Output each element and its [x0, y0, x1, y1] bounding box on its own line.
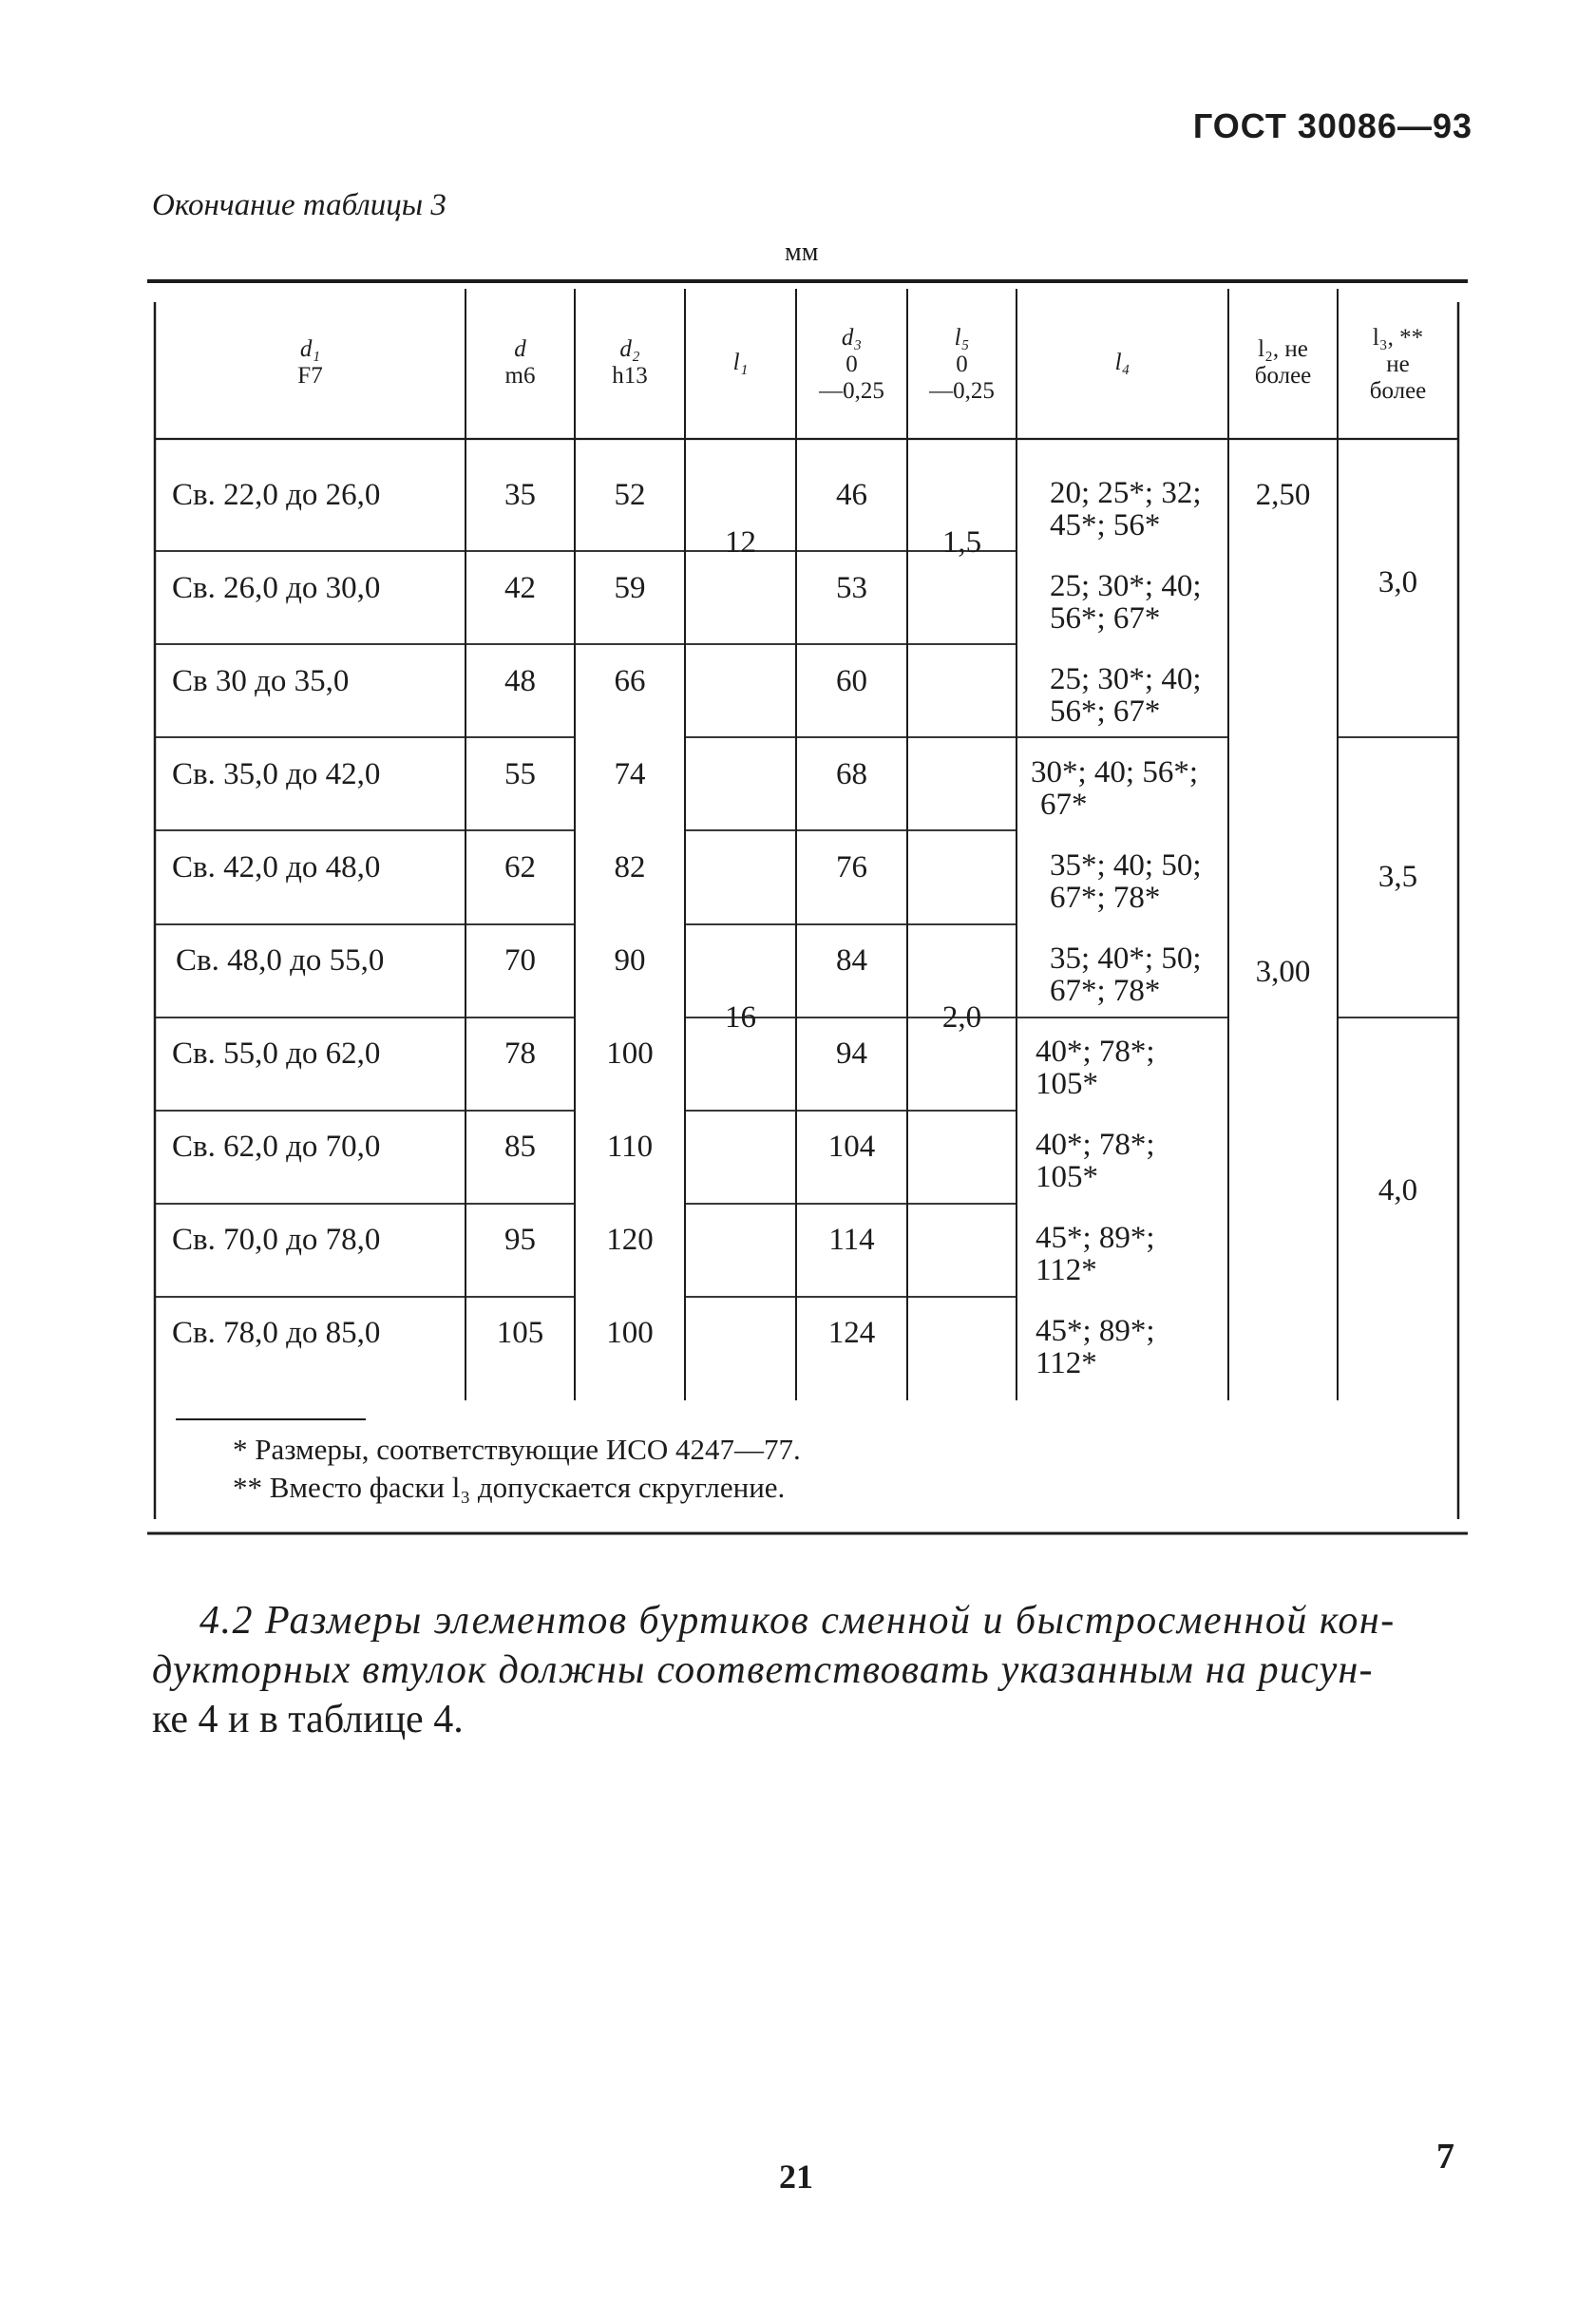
- l1-top-value: 12: [725, 525, 756, 560]
- row-d2: 100: [606, 1036, 654, 1071]
- footnote-two: ** Вместо фаски l₃ допускается скругление.: [233, 1471, 786, 1504]
- d1-tolerance: F7: [297, 363, 323, 389]
- l2-top-value: 2,50: [1255, 478, 1311, 512]
- row-d: 35: [504, 478, 536, 512]
- row-range: Св. 55,0 до 62,0: [172, 1036, 381, 1071]
- col-header-l5: [907, 325, 1016, 405]
- l5-lower: —0,25: [929, 378, 995, 404]
- col-header-l2: [1228, 336, 1338, 390]
- paragraph-line-1: 4.2 Размеры элементов буртиков сменной и быстросменной кон-: [200, 1599, 1396, 1643]
- row-l4-line1: 20; 25*; 32;: [1050, 476, 1202, 510]
- d3-symbol: d₃: [841, 325, 863, 351]
- row-d3: 76: [836, 850, 867, 884]
- standard-title: ГОСТ 30086—93: [1192, 106, 1472, 145]
- row-d: 85: [504, 1130, 536, 1164]
- col-header-d3: [796, 325, 907, 405]
- sheet-number: 7: [1436, 2137, 1454, 2177]
- row-d2: 66: [614, 664, 646, 698]
- row-d3: 124: [827, 1316, 876, 1350]
- l3-line1: l₃, **: [1372, 325, 1424, 351]
- row-d3: 114: [828, 1223, 875, 1257]
- l4-symbol: l₄: [1114, 350, 1130, 375]
- row-d3: 46: [836, 478, 867, 512]
- row-l4-line1: 45*; 89*;: [1036, 1221, 1155, 1255]
- d2-symbol: d₂: [619, 336, 640, 362]
- row-d2: 90: [614, 943, 646, 978]
- row-d2: 74: [614, 757, 646, 791]
- row-l4-line2: 67*; 78*: [1050, 974, 1161, 1008]
- row-range: Св. 26,0 до 30,0: [172, 571, 381, 605]
- col-header-l1: [685, 350, 796, 376]
- l1-bottom-value: 16: [725, 1000, 756, 1035]
- row-d2: 82: [614, 850, 646, 884]
- row-l4-line1: 35*; 40; 50;: [1050, 848, 1202, 883]
- row-d: 55: [504, 757, 536, 791]
- row-l4-line2: 112*: [1036, 1346, 1097, 1380]
- row-l4-line1: 40*; 78*;: [1036, 1128, 1155, 1162]
- col-header-d1: [155, 336, 466, 390]
- row-d: 78: [504, 1036, 536, 1071]
- row-l4-line2: 105*: [1036, 1160, 1098, 1194]
- d-tolerance: m6: [504, 363, 536, 389]
- d-symbol: d: [514, 336, 526, 362]
- row-l4-line1: 30*; 40; 56*;: [1031, 755, 1199, 789]
- col-header-d2: [575, 336, 685, 390]
- d1-symbol: d₁: [299, 336, 321, 362]
- row-l4-line1: 40*; 78*;: [1036, 1035, 1155, 1069]
- footnote-one: * Размеры, соответствующие ИСО 4247—77.: [233, 1433, 801, 1466]
- dimensions-table: [147, 279, 1468, 1535]
- l2-line1: l₂, не: [1258, 336, 1308, 362]
- row-d2: 120: [606, 1223, 654, 1257]
- row-d2: 110: [606, 1130, 654, 1164]
- row-d3: 60: [836, 664, 867, 698]
- row-l4-line1: 25; 30*; 40;: [1050, 662, 1202, 696]
- row-d3: 84: [836, 943, 867, 978]
- page-number: 21: [779, 2158, 813, 2196]
- row-d: 95: [504, 1223, 536, 1257]
- row-l4-line2: 67*; 78*: [1050, 881, 1161, 915]
- row-range: Св. 35,0 до 42,0: [172, 757, 381, 791]
- row-range: Св 30 до 35,0: [172, 664, 350, 698]
- row-d: 62: [504, 850, 536, 884]
- l3-value-a: 3,0: [1378, 565, 1418, 599]
- paragraph-line-2: дукторных втулок должны соответствовать указанным на рисун-: [152, 1648, 1374, 1692]
- row-range: Св. 70,0 до 78,0: [172, 1223, 381, 1257]
- l5-upper: 0: [956, 352, 968, 377]
- row-l4-line1: 25; 30*; 40;: [1050, 569, 1202, 603]
- col-header-d: [466, 336, 575, 390]
- row-d: 70: [504, 943, 536, 978]
- col-header-l3: [1338, 325, 1458, 405]
- col-header-l4: [1016, 350, 1228, 376]
- row-l4-line1: 35; 40*; 50;: [1050, 941, 1202, 976]
- row-l4-line2: 56*; 67*: [1050, 601, 1161, 636]
- table-caption: Окончание таблицы 3: [152, 188, 446, 222]
- l5-symbol: l₅: [954, 325, 970, 351]
- row-d2: 52: [614, 478, 646, 512]
- l3-line3: более: [1369, 378, 1427, 404]
- row-d2: 59: [614, 571, 646, 605]
- l1-symbol: l₁: [732, 350, 749, 375]
- row-range: Св. 78,0 до 85,0: [172, 1316, 381, 1350]
- l3-value-b: 3,5: [1378, 860, 1418, 894]
- row-d: 105: [496, 1316, 544, 1350]
- row-d3: 53: [836, 571, 867, 605]
- d3-upper: 0: [846, 352, 858, 377]
- l2-bottom-value: 3,00: [1255, 955, 1311, 989]
- row-l4-line2: 105*: [1036, 1067, 1098, 1101]
- row-l4-line1: 45*; 89*;: [1036, 1314, 1155, 1348]
- row-range: Св. 62,0 до 70,0: [172, 1130, 381, 1164]
- paragraph-line-3: ке 4 и в таблице 4.: [152, 1698, 464, 1741]
- l5-top-value: 1,5: [941, 525, 982, 560]
- d3-lower: —0,25: [819, 378, 884, 404]
- row-l4-line2: 112*: [1036, 1253, 1097, 1287]
- row-l4-line2: 45*; 56*: [1050, 508, 1161, 542]
- row-d: 42: [504, 571, 536, 605]
- row-l4-line2: 67*: [1040, 788, 1088, 822]
- paragraph-4-2: [152, 1596, 1463, 1744]
- row-range: Св. 48,0 до 55,0: [176, 943, 385, 978]
- l3-line2: не: [1386, 352, 1410, 377]
- l2-line2: более: [1254, 363, 1312, 389]
- row-d3: 94: [836, 1036, 867, 1071]
- row-d: 48: [504, 664, 536, 698]
- d2-tolerance: h13: [612, 363, 648, 389]
- row-d3: 104: [827, 1130, 876, 1164]
- l3-value-c: 4,0: [1378, 1173, 1418, 1208]
- row-range: Св. 22,0 до 26,0: [172, 478, 381, 512]
- row-d2: 100: [606, 1316, 654, 1350]
- row-d3: 68: [836, 757, 867, 791]
- table-unit: мм: [785, 238, 819, 267]
- row-l4-line2: 56*; 67*: [1050, 694, 1161, 729]
- l5-bottom-value: 2,0: [941, 1000, 982, 1035]
- row-range: Св. 42,0 до 48,0: [172, 850, 381, 884]
